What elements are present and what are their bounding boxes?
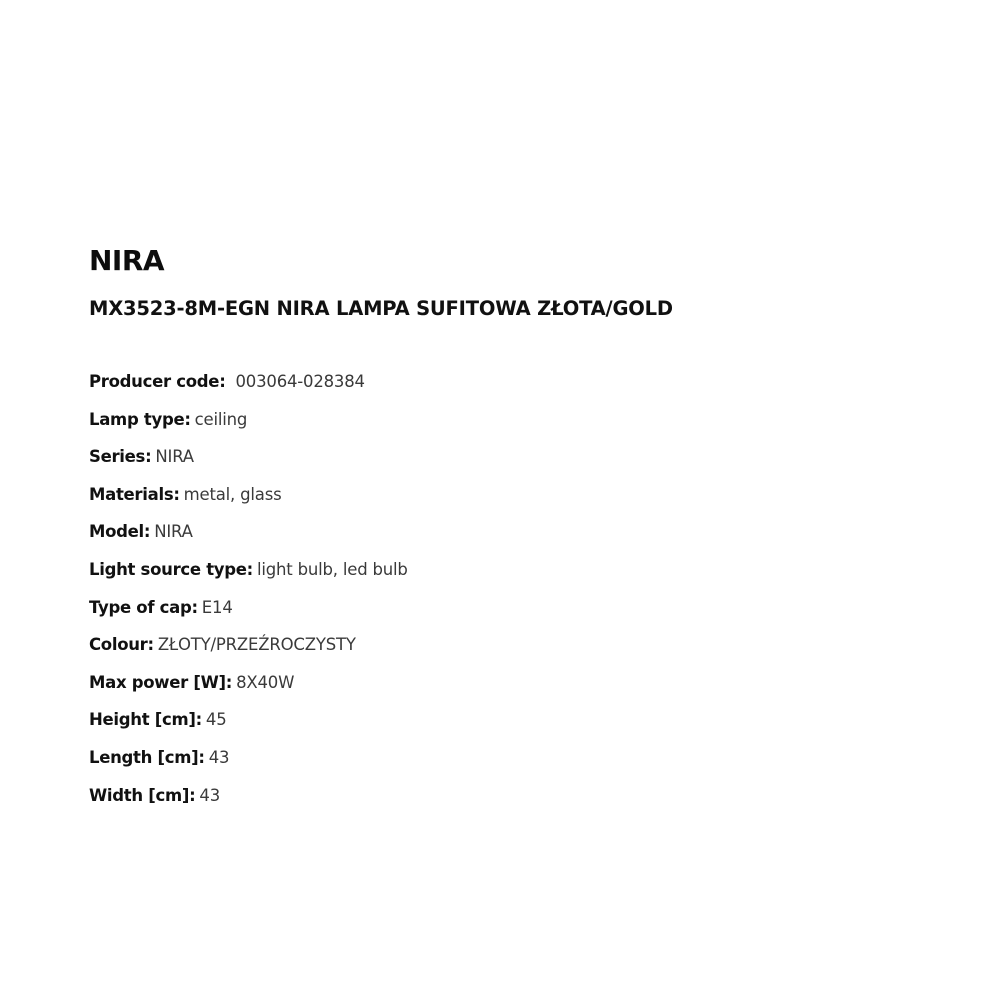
spec-value: 43 [208,747,230,767]
spec-value: 8X40W [236,672,295,692]
spec-value: NIRA [155,447,194,467]
spec-value: 45 [205,710,227,730]
spec-row-type-of-cap [89,596,909,634]
spec-label: Length [cm]: [89,747,205,767]
spec-row-light-source-type [89,558,909,596]
spec-label: Series: [89,447,152,467]
spec-value: ZŁOTY/PRZEŹROCZYSTY [157,635,356,655]
spec-label: Lamp type: [89,409,191,429]
spec-row-series [89,445,909,483]
spec-label: Type of cap: [89,597,198,617]
spec-value: 43 [199,785,221,805]
spec-list [89,370,909,821]
spec-row-length [89,746,909,784]
spec-label: Producer code: [89,372,226,391]
spec-row-max-power [89,671,909,709]
spec-value: E14 [201,597,233,617]
spec-value: NIRA [154,522,193,542]
spec-value: metal, glass [183,484,282,504]
spec-row-materials [89,483,909,521]
product-details [89,242,909,821]
spec-label: Light source type: [89,559,253,579]
spec-label: Model: [89,522,151,542]
spec-label: Height [cm]: [89,710,202,730]
spec-value: light bulb, led bulb [256,559,408,579]
spec-label: Max power [W]: [89,672,233,692]
spec-row-model [89,520,909,558]
brand-title: NIRA [89,244,165,277]
spec-row-lamp-type [89,408,909,446]
spec-label: Colour: [89,635,154,655]
spec-value: ceiling [194,409,248,429]
spec-label: Materials: [89,484,180,504]
product-name: MX3523-8M-EGN NIRA LAMPA SUFITOWA ZŁOTA/GOLD [89,297,673,320]
spec-value: 003064-028384 [235,372,365,391]
spec-row-height [89,708,909,746]
spec-label: Width [cm]: [89,785,196,805]
spec-row-colour [89,633,909,671]
spec-row-width [89,784,909,822]
spec-row-producer-code [89,370,909,408]
